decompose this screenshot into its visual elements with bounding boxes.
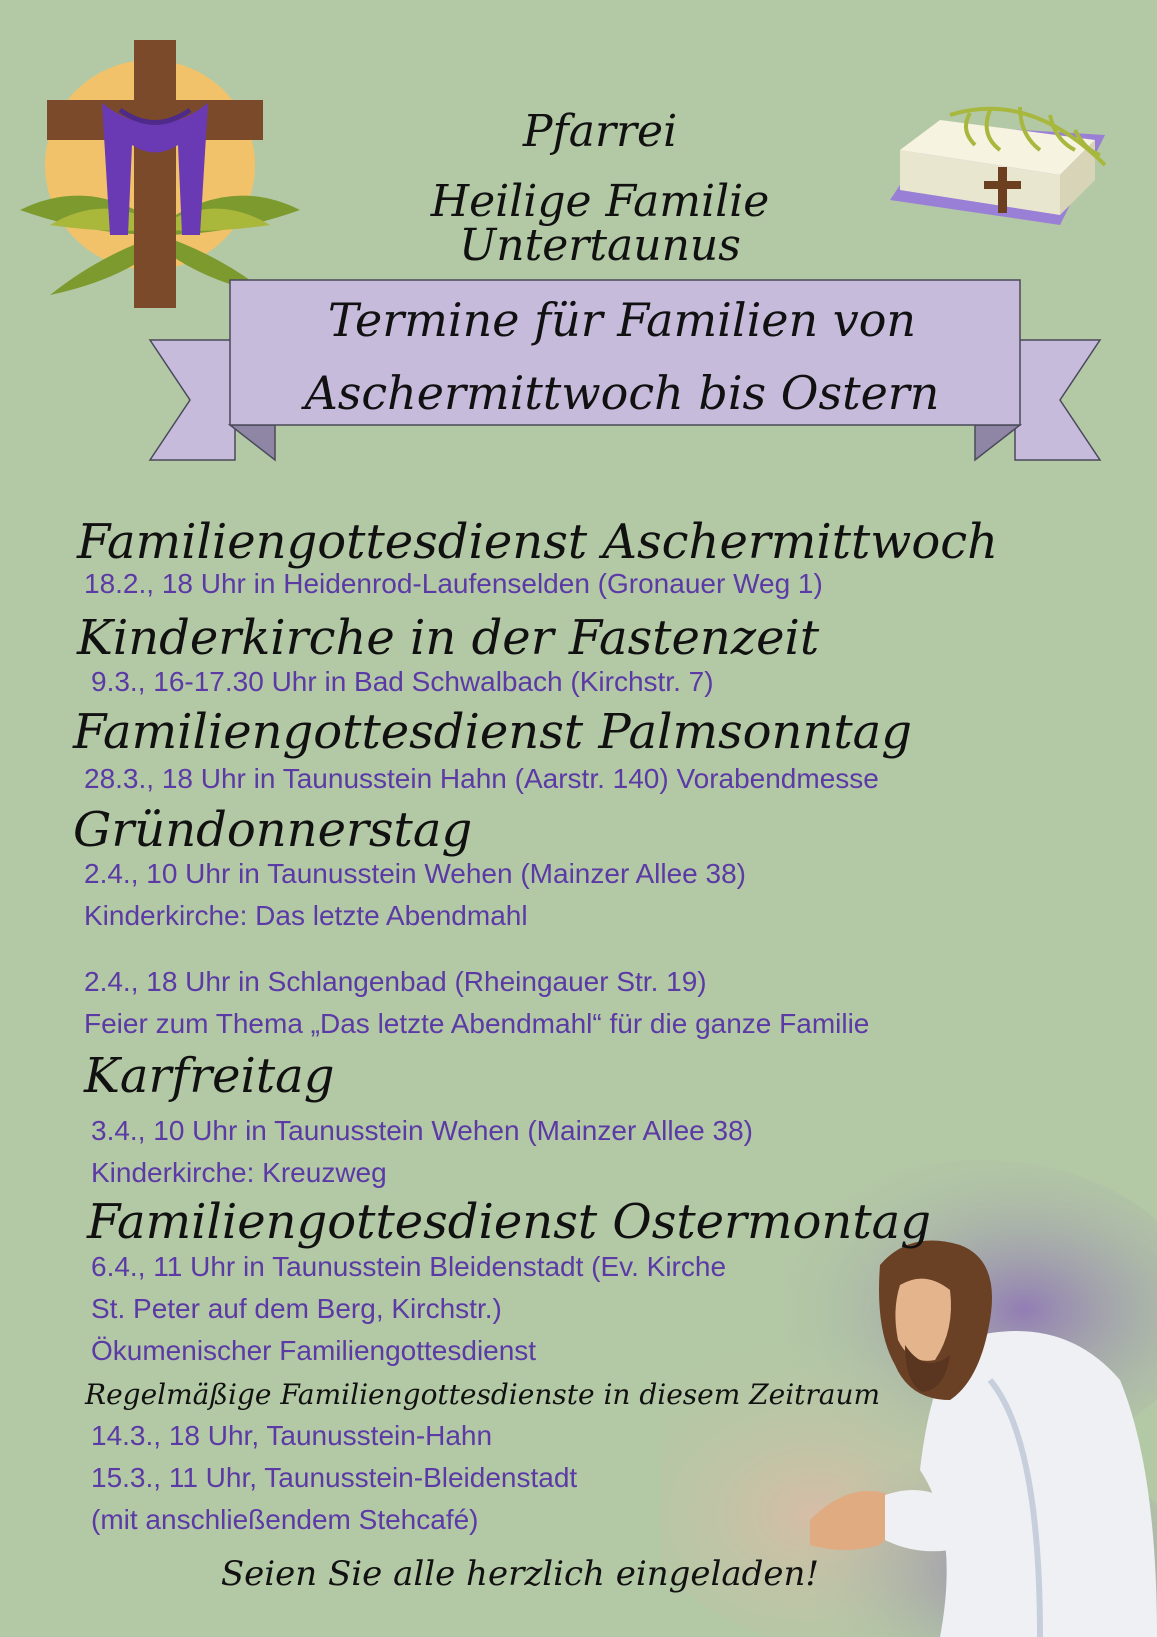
event-detail: 18.2., 18 Uhr in Heidenrod-Laufenselden (Gronauer Weg 1) xyxy=(84,568,823,599)
event-title: Kinderkirche in der Fastenzeit xyxy=(77,610,820,666)
closing-invitation: Seien Sie alle herzlich eingeladen! xyxy=(220,1554,820,1594)
event-detail: 6.4., 11 Uhr in Taunusstein Bleidenstadt (Ev. Kirche xyxy=(91,1251,727,1282)
event-detail: 2.4., 18 Uhr in Schlangenbad (Rheingauer Str. 19) xyxy=(84,966,707,997)
event-detail: Feier zum Thema „Das letzte Abendmahl“ für die ganze Familie xyxy=(84,1008,870,1039)
event-detail: 28.3., 18 Uhr in Taunusstein Hahn (Aarstr. 140) Vorabendmesse xyxy=(84,763,879,794)
bible-with-palm-icon xyxy=(880,95,1120,235)
event-title: Gründonnerstag xyxy=(73,802,473,858)
event-detail: 9.3., 16-17.30 Uhr in Bad Schwalbach (Kirchstr. 7) xyxy=(91,666,714,697)
event-detail: Kinderkirche: Kreuzweg xyxy=(91,1157,387,1188)
regular-service-detail: 14.3., 18 Uhr, Taunusstein-Hahn xyxy=(91,1420,493,1451)
event-detail: 2.4., 10 Uhr in Taunusstein Wehen (Mainzer Allee 38) xyxy=(84,858,747,889)
banner-line2: Aschermittwoch bis Ostern xyxy=(304,366,940,420)
event-title: Familiengottesdienst Ostermontag xyxy=(87,1194,931,1250)
regular-services-title: Regelmäßige Familiengottesdienste in diesem Zeitraum xyxy=(85,1378,881,1411)
parish-name-line1: Pfarrei xyxy=(522,106,678,157)
event-detail: Kinderkirche: Das letzte Abendmahl xyxy=(84,900,528,931)
regular-service-detail: (mit anschließendem Stehcafé) xyxy=(91,1504,479,1535)
event-title: Familiengottesdienst Aschermittwoch xyxy=(77,514,999,570)
event-title: Karfreitag xyxy=(84,1048,335,1104)
event-detail: 3.4., 10 Uhr in Taunusstein Wehen (Mainzer Allee 38) xyxy=(91,1115,754,1146)
event-detail: Ökumenischer Familiengottesdienst xyxy=(91,1335,537,1366)
regular-service-detail: 15.3., 11 Uhr, Taunusstein-Bleidenstadt xyxy=(91,1462,578,1493)
cross-with-palm-icon xyxy=(10,35,310,315)
event-detail: St. Peter auf dem Berg, Kirchstr.) xyxy=(91,1293,502,1324)
banner-line1: Termine für Familien von xyxy=(327,293,917,347)
event-title: Familiengottesdienst Palmsonntag xyxy=(73,704,912,760)
parish-name-line2: Heilige Familie Untertaunus xyxy=(430,176,770,271)
